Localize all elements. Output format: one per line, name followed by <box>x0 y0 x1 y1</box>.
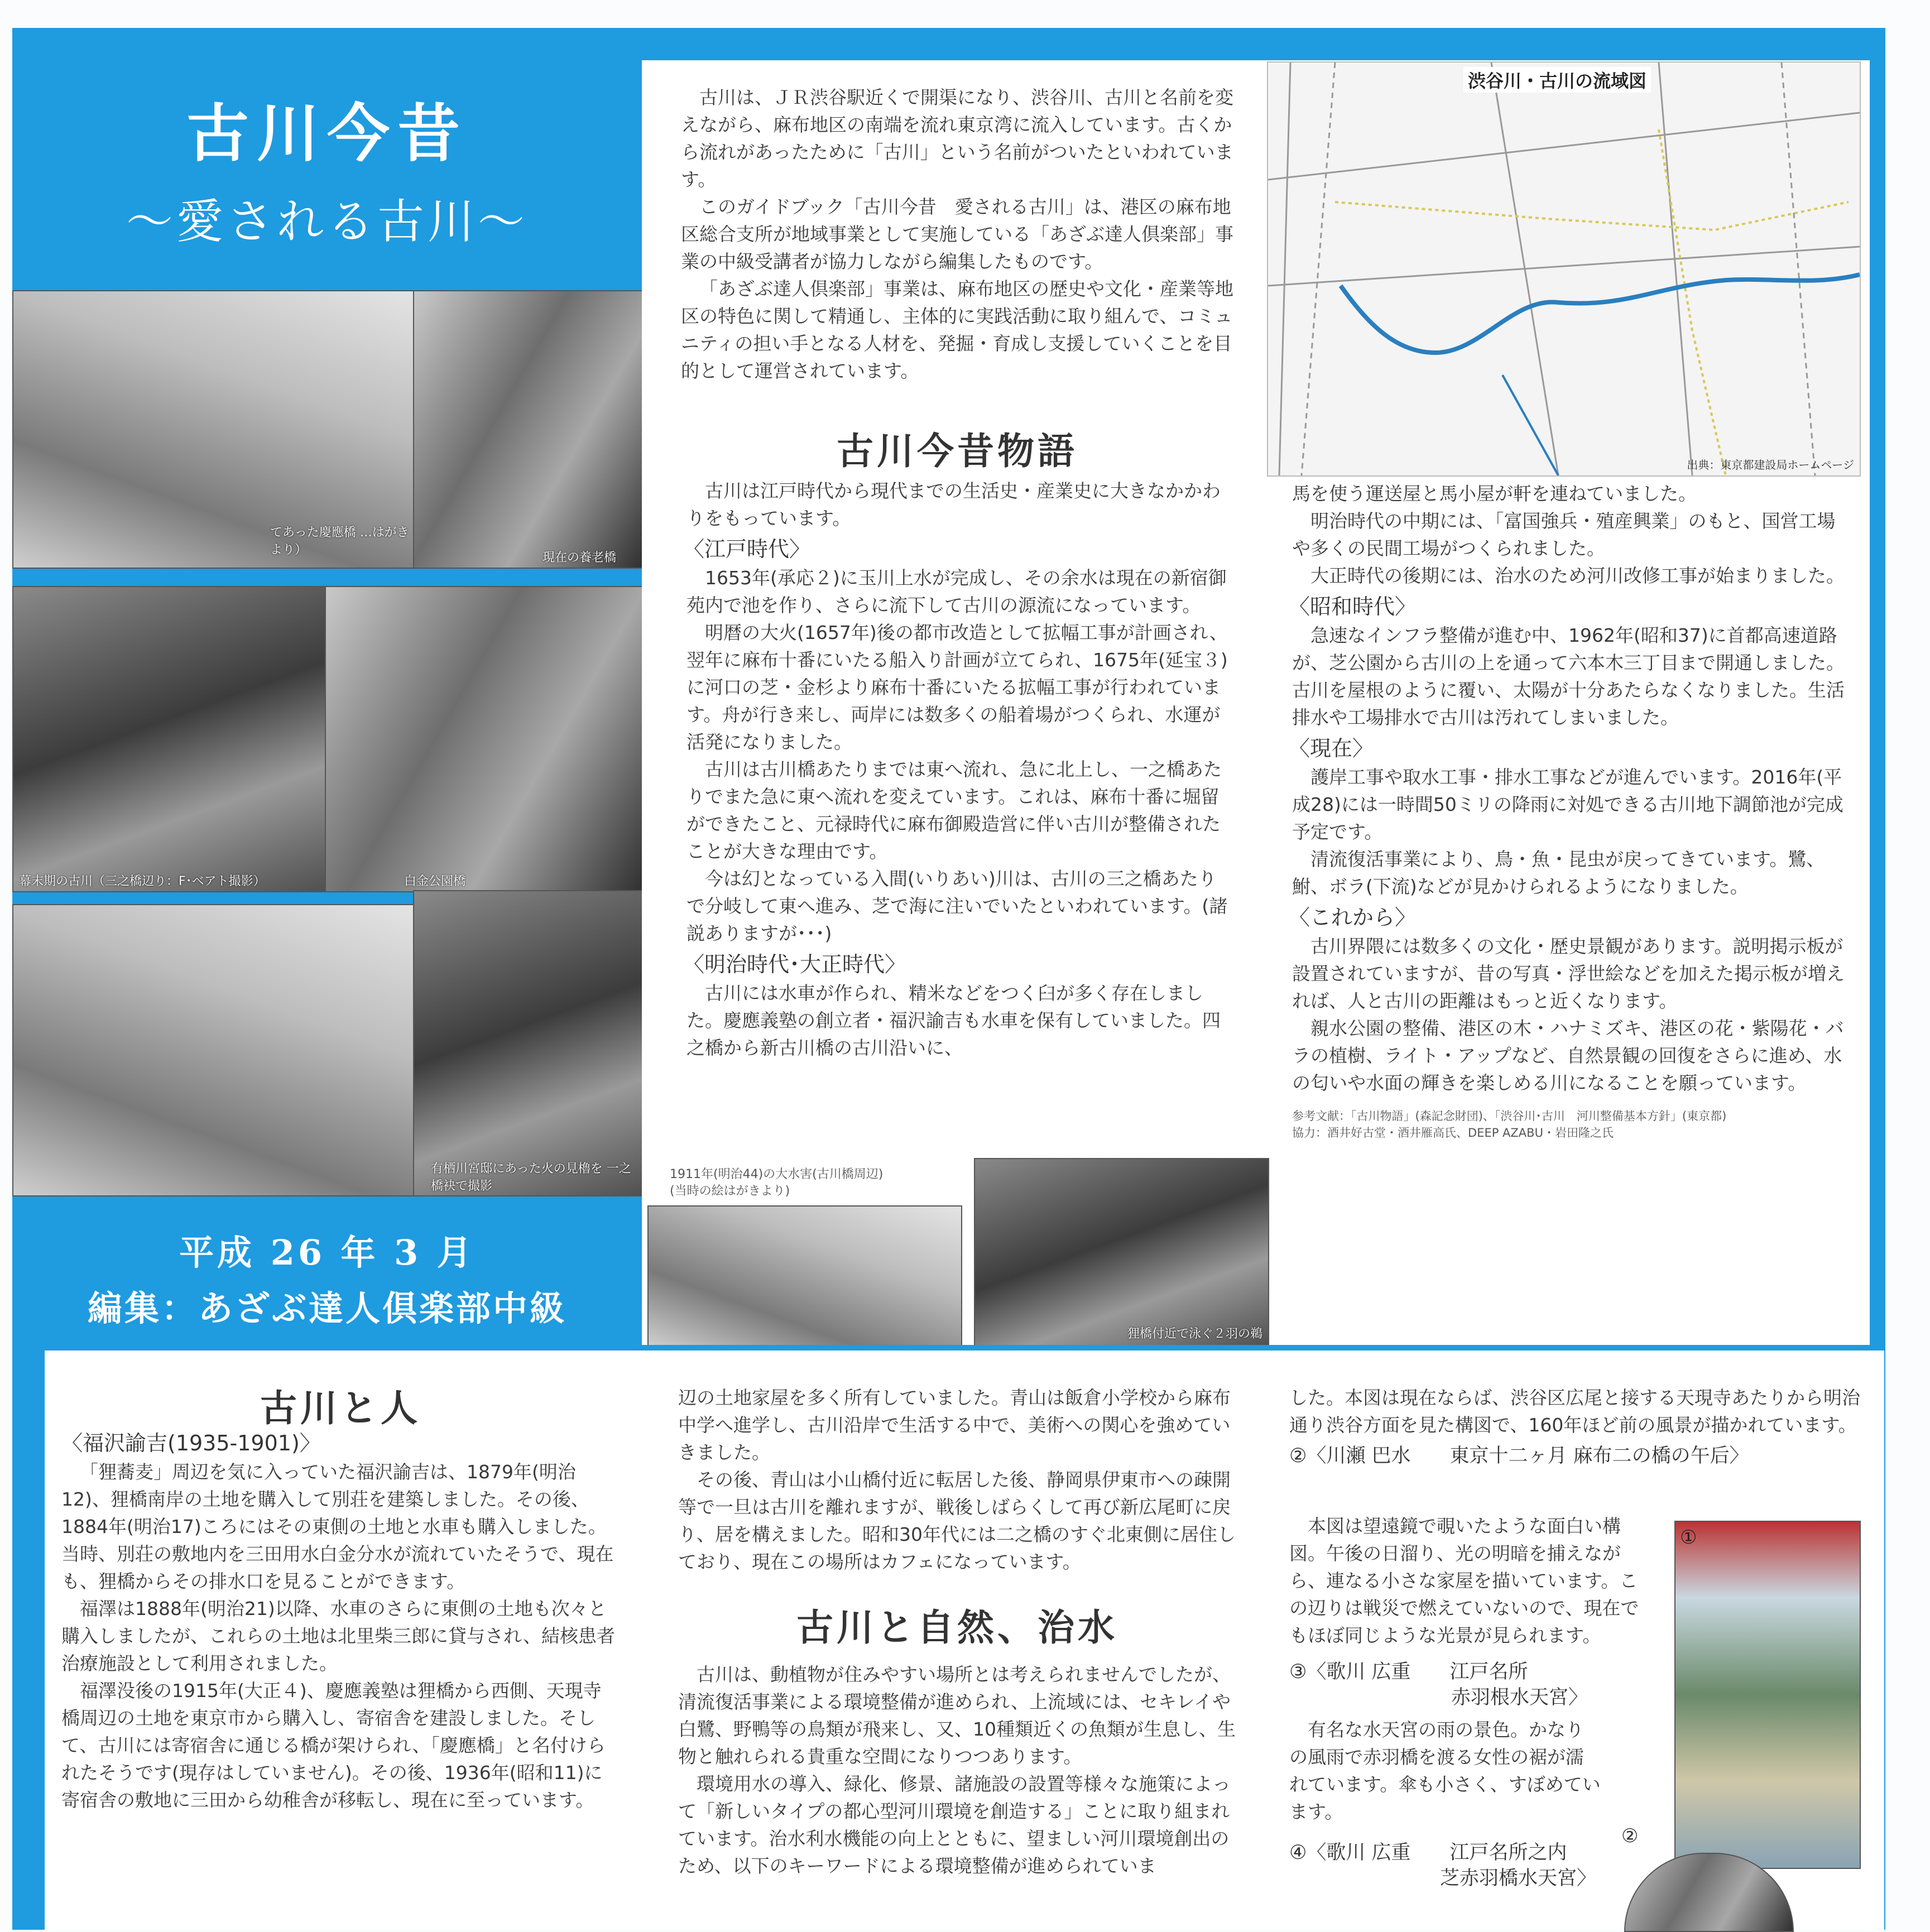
cover-editor: 編集：あざぶ達人倶楽部中級 <box>87 1288 566 1329</box>
photo-edo-furukawa <box>12 586 327 892</box>
edo-para-4: 今は幻となっている入間(いりあい)川は、古川の三之橋あたりで分岐して東へ進み、芝で海に注いでいたといわれています。(諸説ありますが･･･) <box>686 868 1228 944</box>
nature-para-2: 環境用水の導入、緑化、修景、諸施設の設置等様々な施策によって「新しいタイプの都心型河川環境を創造する」ことに取り組まれています。治水利水機能の向上とともに、望ましい河川環境創出のため、以下のキーワードによる環境整備が進められていま <box>678 1773 1231 1877</box>
references: 参考文献：「古川物語」(森記念財団)、「渋谷川･古川 河川整備基本方針」(東京都) 協力：酒井好古堂・酒井雁高氏、DEEP AZABU・岩田隆之氏 <box>1292 1109 1727 1140</box>
future-title: 〈これから〉 <box>1289 905 1417 930</box>
item3-title-a: ③〈歌川 広重 江戸名所 <box>1289 1661 1528 1683</box>
photo-shirokane-park <box>325 586 644 892</box>
item2-title: ②〈川瀬 巴水 東京十二ヶ月 麻布二の橋の午后〉 <box>1289 1445 1749 1467</box>
story-col-2 <box>1289 480 1845 1141</box>
showa-title: 〈昭和時代〉 <box>1289 594 1417 619</box>
right-col <box>1289 1384 1864 1469</box>
photo-shirokane-park-caption: 白金公園橋 <box>404 874 466 888</box>
item2-text-block <box>1289 1512 1646 1891</box>
ukiyoe-1 <box>1674 1521 1861 1869</box>
now-para-2: 清流復活事業により、鳥・魚・昆虫が戻ってきています。鷺、鮒、ボラ(下流)などが見かけられるようになりました。 <box>1292 848 1825 897</box>
photo-yoro-bridge-caption: 現在の養老橋 <box>542 551 617 565</box>
people-heading: 古川と人 <box>260 1386 421 1430</box>
nature-heading: 古川と自然、治水 <box>796 1606 1118 1649</box>
photo-cormorants <box>974 1158 1269 1347</box>
map-rail-3 <box>1782 63 1815 475</box>
ukiyoe-1-badge: ① <box>1680 1526 1697 1549</box>
story-heading: 古川今昔物語 <box>837 429 1078 473</box>
edo-para-2: 明暦の大火(1657年)後の都市改造として拡幅工事が計画され、翌年に麻布十番にいたる船入り計画が立てられ、1675年(延宝３)に河口の芝・金杉より麻布十番にいたる拡幅工事が行われています。舟が行き来し、両岸には数多くの船着場がつくられ、水運が活発になりました。 <box>686 622 1228 753</box>
photo-edo-furukawa-caption: 幕末期の古川（三之橋辺り：F･ベアト撮影） <box>19 874 266 888</box>
intro-para-1: 古川は、ＪＲ渋谷駅近くで開渠になり、渋谷川、古川と名前を変えながら、麻布地区の南端を流れ東京湾に流入しています。古くから流れがあったために「古川」という名前がついたといわれています。 <box>681 86 1233 190</box>
people-para-2: 福澤は1888年(明治21)以降、水車のさらに東側の土地も次々と購入しましたが、これらの土地は北里柴三郎に貸与され、結核患者治療施設として利用されました。 <box>61 1598 615 1674</box>
middle-col <box>678 1384 1236 1880</box>
nature-para-1: 古川は、動植物が住みやすい場所とは考えられませんでしたが、清流復活事業による環境整備が進められ、上流域には、セキレイや白鷺、野鴨等の鳥類が飛来し、又、10種類近くの魚類が生息し、生物と触れられる貴重な空間になりつつあります。 <box>678 1664 1236 1767</box>
item3-title-b: 赤羽根水天宮〉 <box>1451 1686 1588 1709</box>
ukiyoe-2-badge: ② <box>1621 1825 1639 1847</box>
cover-title: 古川今昔 <box>186 97 468 170</box>
meiji-cont-3: 大正時代の後期には、治水のため河川改修工事が始まりました。 <box>1310 565 1845 587</box>
map-river <box>1341 275 1860 353</box>
item3-text: 有名な水天宮の雨の景色。かなりの風雨で赤羽橋を渡る女性の裾が濡れています。傘も小さく、すぼめています。 <box>1289 1719 1601 1823</box>
photo-keio-bridge-caption: てあった慶應橋 …はがきより） <box>270 526 409 557</box>
showa-para-1: 急速なインフラ整備が進む中、1962年(昭和37)に首都高速道路が、芝公園から古川の上を通って六本木三丁目まで開通しました。古川を屋根のように覆い、太陽が十分あたらなくなりました。生活排水や工場排水で古川は汚れてしまいました。 <box>1292 624 1845 728</box>
future-para-2: 親水公園の整備、港区の木・ハナミズキ、港区の花・紫陽花・バラの植樹、ライト・アップなど、自然景観の回復をさらに進め、水の匂いや水面の輝きを楽しめる川になることを願っています。 <box>1292 1017 1844 1094</box>
people-col <box>61 1426 620 1814</box>
flood-photo-caption: 1911年(明治44)の大水害(古川橋周辺) (当時の絵はがきより) <box>670 1167 884 1198</box>
map-road-1 <box>1268 113 1860 180</box>
middle-para-1: 辺の土地家屋を多く所有していました。青山は飯倉小学校から麻布中学へ進学し、古川沿岸で生活する中で、美術への関心を強めていきました。 <box>678 1387 1231 1463</box>
intro-para-3: 「あざぶ達人倶楽部」事業は、麻布地区の歴史や文化・産業等地区の特色に関して精通し、主体的に実践活動に取り組んで、コミュニティの担い手となる人材を、発掘・育成し支援していくことを目的として運営されています。 <box>681 278 1233 382</box>
cover-subtitle: 〜愛される古川〜 <box>126 194 528 249</box>
photo-keio-bridge <box>12 290 415 569</box>
meiji-title: 〈明治時代･大正時代〉 <box>683 952 906 977</box>
photo-fire-tower-caption: 有栖川宮邸にあった火の見櫓を 一之橋袂で撮影 <box>431 1162 631 1193</box>
map-rail-2 <box>1302 63 1335 475</box>
item2-text: 本図は望遠鏡で覗いたような面白い構図。午後の日溜り、光の明暗を捕えながら、連なる小さな家屋を描いています。この辺りは戦災で燃えていないので、現在でもほぼ同じような光景が見られます。 <box>1289 1515 1639 1646</box>
middle-para-2: その後、青山は小山橋付近に転居した後、静岡県伊東市への疎開等で一旦は古川を離れますが、戦後しばらくして再び新広尾町に戻り、居を構えました。昭和30年代には二之橋のすぐ北東側に居住しており、現在この場所はカフェになっています。 <box>678 1469 1236 1573</box>
photo-fire-tower <box>413 890 644 1196</box>
map-title: 渋谷川・古川の流域図 <box>1463 67 1651 93</box>
people-para-1: 「狸蕎麦」周辺を気に入っていた福沢諭吉は、1879年(明治12)、狸橋南岸の土地を購入して別荘を建築しました。その後、1884年(明治17)ころにはその東側の土地と水車も購入しました。当時、別荘の敷地内を三田用水白金分水が流れていたそうで、現在も、狸橋からその排水口を見ることができます。 <box>61 1461 614 1592</box>
photo-flood-1911 <box>647 1205 962 1347</box>
people-para-3: 福澤没後の1915年(大正４)、慶應義塾は狸橋から西側、天現寺橋周辺の土地を東京市から購入し、寄宿舎を建設しました。そして、古川には寄宿舎に通じる橋が架けられ、「慶應橋」と名付けられたそうです(現存はしていません)。その後、1936年(昭和11)に寄宿舎の敷地に三田から幼稚舎が移転し、現在に至っています。 <box>61 1680 606 1811</box>
photo-yoro-bridge <box>413 290 644 569</box>
meiji-para-1: 古川には水車が作られ、精米などをつく臼が多く存在しました。慶應義塾の創立者・福沢諭吉も水車を保有していました。四之橋から新古川橋の古川沿いに、 <box>686 982 1221 1059</box>
intro-block <box>681 84 1233 385</box>
meiji-cont-2: 明治時代の中期には、「富国強兵・殖産興業」のもと、国営工場や多くの民間工場がつくられました。 <box>1292 510 1836 559</box>
intro-para-2: このガイドブック「古川今昔 愛される古川」は、港区の麻布地区総合支所が地域事業として実施している「あざぶ達人倶楽部」事業の中級受講者が協力しながら編集したものです。 <box>681 196 1233 272</box>
map-source: 出典：東京都建設局ホームページ <box>1687 458 1854 472</box>
edo-title: 〈江戸時代〉 <box>683 537 811 561</box>
cover-date: 平成 26 年 3 月 <box>179 1232 475 1273</box>
now-para-1: 護岸工事や取水工事・排水工事などが進んでいます。2016年(平成28)には一時間50ミリの降雨に対処できる古川地下調節池が完成予定です。 <box>1292 766 1843 843</box>
watershed-map <box>1267 61 1861 477</box>
story-lead: 古川は江戸時代から現代までの生活史・産業史に大きなかかわりをもっています。 <box>686 480 1221 529</box>
future-para-1: 古川界隈には数多くの文化・歴史景観があります。説明掲示板が設置されていますが、昔の写真・浮世絵などを加えた掲示板が増えれば、人と古川の距離はもっと近くなります。 <box>1292 935 1845 1012</box>
item4-title-a: ④〈歌川 広重 江戸名所之内 <box>1289 1842 1567 1864</box>
story-col-1 <box>683 477 1233 1061</box>
edo-para-1: 1653年(承応２)に玉川上水が完成し、その余水は現在の新宿御苑内で池を作り、さらに流下して古川の源流になっています。 <box>686 567 1227 616</box>
map-drawing <box>1268 63 1860 475</box>
map-boundary-1 <box>1335 202 1849 230</box>
edo-para-3: 古川は古川橋あたりまでは東へ流れ、急に北上し、一之橋あたりでまた急に東へ流れを変えています。これは、麻布十番に堀留ができたこと、元禄時代に麻布御殿造営に伴い古川が整備されたことが大きな理由です。 <box>686 758 1222 862</box>
photo-old-drawing <box>12 904 415 1196</box>
photo-cormorants-caption: 狸橋付近で泳ぐ２羽の鵜 <box>1127 1327 1262 1341</box>
right-lead: した。本図は現在ならば、渋谷区広尾と接する天現寺あたりから明治通り渋谷方面を見た構図で、160年ほど前の風景が描かれています。 <box>1289 1387 1860 1436</box>
now-title: 〈現在〉 <box>1289 736 1374 761</box>
meiji-cont-1: 馬を使う運送屋と馬小屋が軒を連ねていました。 <box>1292 483 1697 504</box>
map-rail-1 <box>1279 63 1290 475</box>
item4-title-b: 芝赤羽橋水天宮〉 <box>1440 1867 1597 1890</box>
map-road-4 <box>1659 63 1692 475</box>
people-sub: 〈福沢諭吉(1935-1901)〉 <box>61 1431 321 1455</box>
